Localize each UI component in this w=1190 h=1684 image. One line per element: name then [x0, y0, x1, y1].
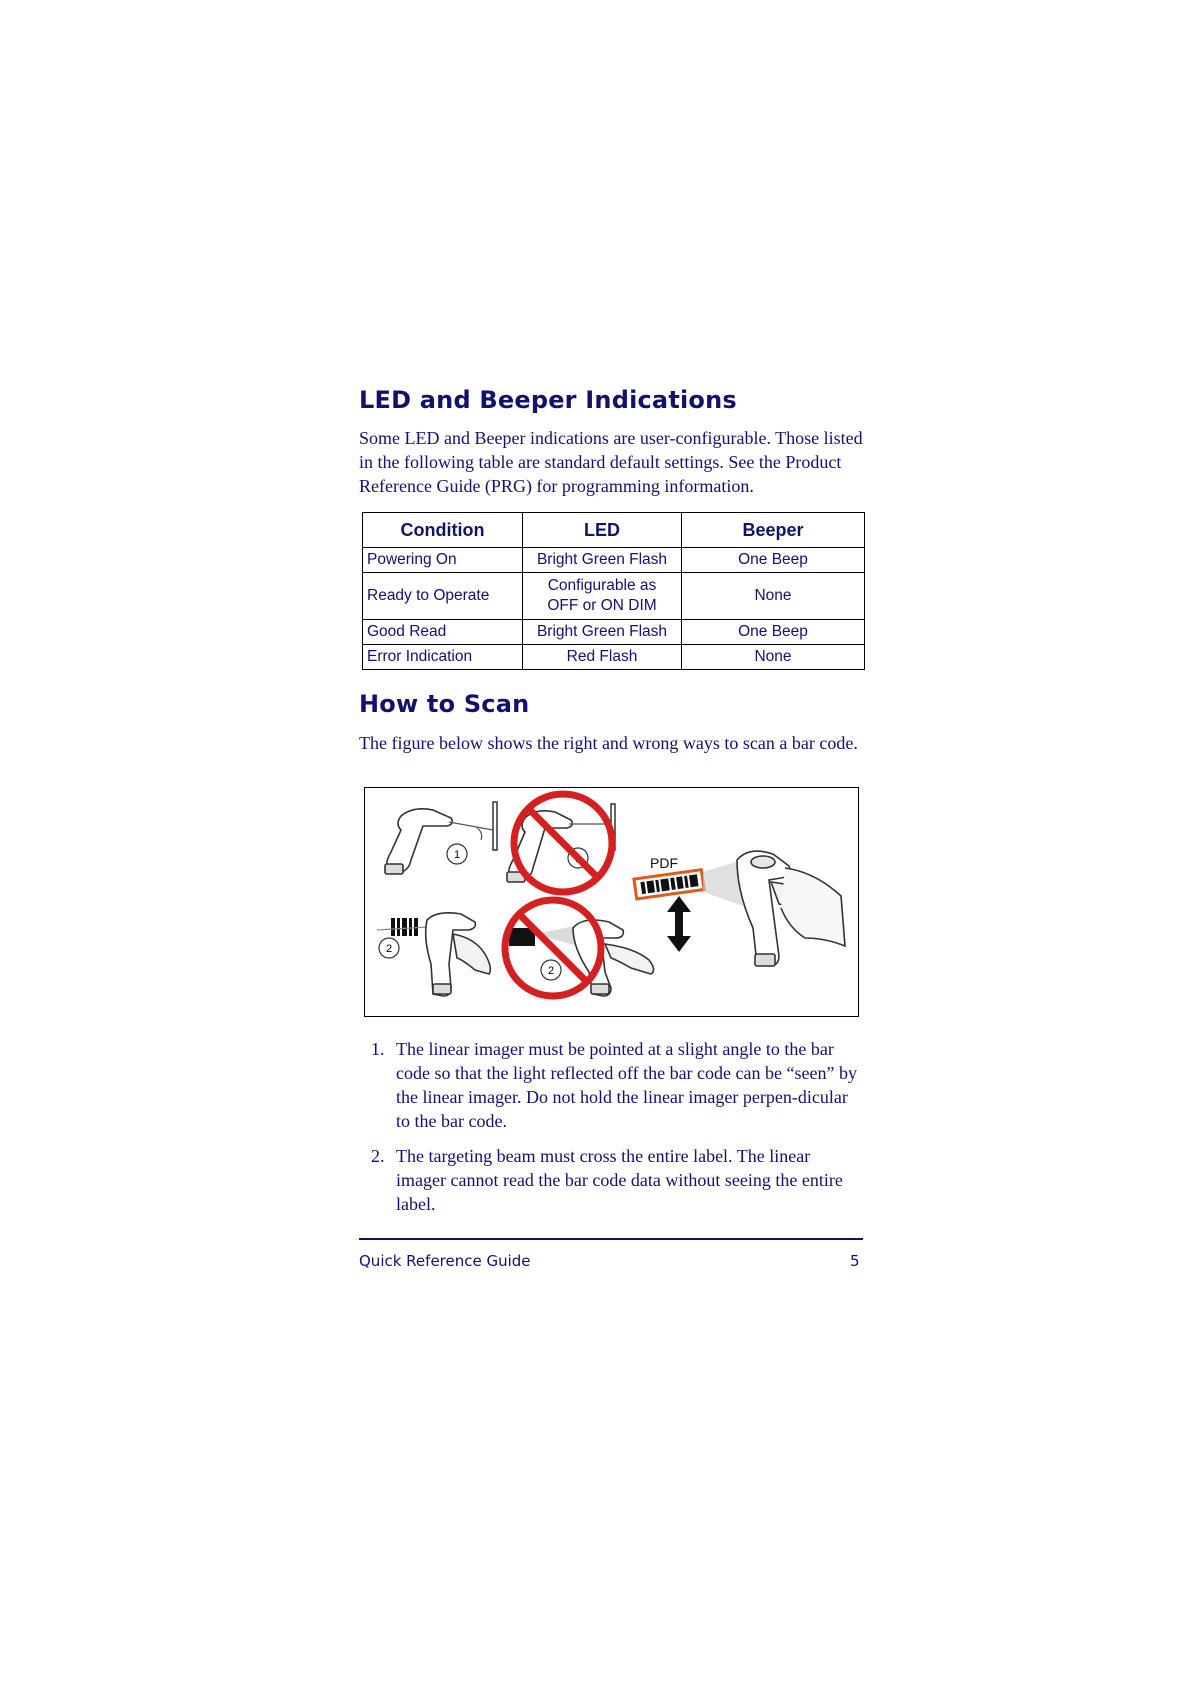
correct-angle-scanner — [385, 809, 452, 874]
list-item-text: The linear imager must be pointed at a slight angle to the bar code so that the light reflected off the bar code can be “seen” by the linear imager. Do not hold the linear imager perpen-dicular to the bar code. — [396, 1039, 857, 1131]
callout-2-label: 2 — [385, 943, 393, 955]
beeper-cell: One Beep — [682, 620, 865, 645]
angle-mark-icon — [477, 828, 482, 840]
list-item-number: 2. — [371, 1146, 385, 1166]
led-cell: Bright Green Flash — [523, 620, 682, 645]
footer-rule — [359, 1238, 863, 1240]
pdf417-barcode-icon — [634, 870, 704, 899]
led-beeper-table — [362, 512, 865, 670]
list-item-number: 1. — [371, 1039, 385, 1059]
condition-cell: Powering On — [363, 548, 523, 573]
led-cell: Bright Green Flash — [523, 548, 682, 573]
scan-section-heading: How to Scan — [359, 690, 530, 718]
handheld-scanner-right — [737, 851, 845, 966]
list-item — [371, 1144, 861, 1216]
correct-scanner-bottom — [426, 913, 491, 996]
led-cell: Configurable as OFF or ON DIM — [523, 573, 682, 620]
table-row — [363, 548, 865, 573]
beeper-cell: One Beep — [682, 548, 865, 573]
condition-cell: Error Indication — [363, 645, 523, 670]
condition-cell: Good Read — [363, 620, 523, 645]
led-cell: Red Flash — [523, 645, 682, 670]
column-header-condition: Condition — [363, 513, 523, 548]
table-row — [363, 620, 865, 645]
beeper-cell: None — [682, 573, 865, 620]
beeper-cell: None — [682, 645, 865, 670]
barcode-surface — [493, 802, 497, 850]
callout-2-label: 2 — [547, 965, 555, 977]
column-header-led: LED — [523, 513, 682, 548]
list-item-text: The targeting beam must cross the entire label. The linear imager cannot read the bar code data without seeing the entire label. — [396, 1146, 843, 1214]
column-header-beeper: Beeper — [682, 513, 865, 548]
table-row — [363, 645, 865, 670]
scanning-illustration — [365, 788, 858, 1016]
table-header-row — [363, 513, 865, 548]
scanning-figure — [364, 787, 859, 1017]
footer-title: Quick Reference Guide — [359, 1252, 531, 1270]
scan-section-intro: The figure below shows the right and wrong ways to scan a bar code. — [359, 733, 858, 753]
page-number: 5 — [850, 1252, 860, 1270]
vertical-sweep-arrow-icon — [667, 896, 691, 952]
callout-1-label: 1 — [453, 849, 461, 861]
list-item — [371, 1037, 861, 1133]
table-row — [363, 573, 865, 620]
barcode-label-icon — [391, 918, 418, 936]
led-section-intro: Some LED and Beeper indications are user-configurable. Those listed in the following table are standard default settings. See the Product Reference Guide (PRG) for programming information. — [359, 428, 863, 496]
led-section-heading: LED and Beeper Indications — [359, 386, 737, 414]
scan-instructions-list — [371, 1037, 861, 1227]
condition-cell: Ready to Operate — [363, 573, 523, 620]
pdf-label: PDF — [650, 855, 678, 871]
scan-beam-line — [449, 822, 493, 830]
